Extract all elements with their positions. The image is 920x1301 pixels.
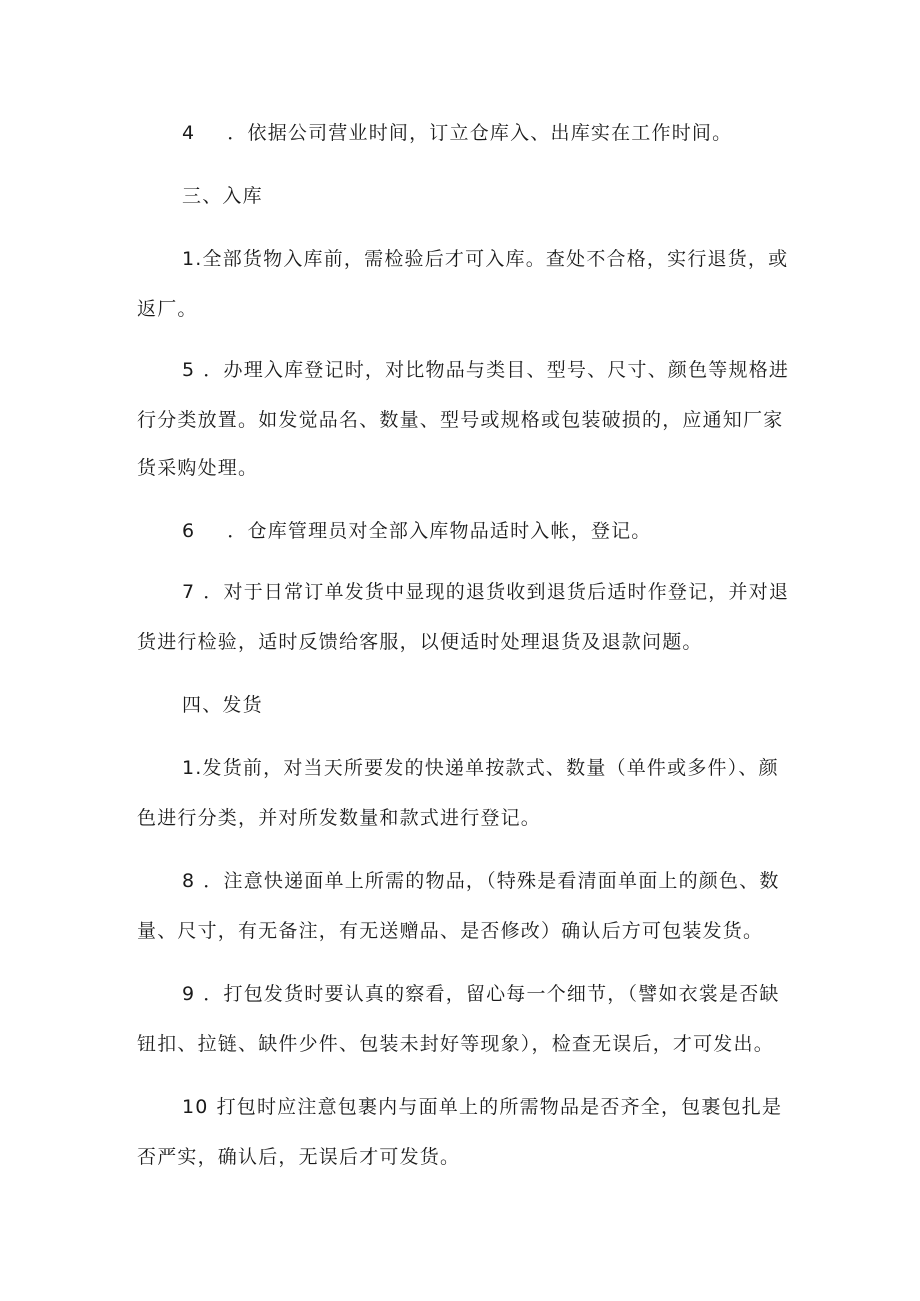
item-number: 7: [182, 581, 196, 603]
item-number: 10: [182, 1096, 209, 1118]
paragraph-continuation: 钮扣、拉链、缺件少件、包装未封好等现象），检查无误后，才可发出。: [137, 1033, 774, 1055]
paragraph-item-5: [182, 344, 842, 396]
paragraph-text: ．办理入库登记时，对比物品与类目、型号、尺寸、颜色等规格进: [203, 359, 790, 381]
paragraph-item-6: [182, 505, 842, 557]
paragraph-item-9: [182, 968, 842, 1020]
paragraph-text: 打包时应注意包裹内与面单上的所需物品是否齐全，包裹包扎是: [216, 1096, 783, 1118]
paragraph-continuation: 货进行检验，适时反馈给客服，以便适时处理退货及退款问题。: [137, 631, 703, 653]
paragraph-text: ．仓库管理员对全部入库物品适时入帐，登记。: [227, 520, 652, 542]
paragraph-item-10: [182, 1081, 842, 1133]
paragraph-item-4: [182, 107, 842, 159]
item-number: 6: [182, 520, 196, 542]
item-number: 1.: [182, 757, 203, 779]
paragraph-continuation: 色进行分类，并对所发数量和款式进行登记。: [137, 807, 542, 829]
item-number: 1.: [182, 248, 203, 270]
paragraph-item-1-shipping: [182, 742, 842, 794]
paragraph-text: ．对于日常订单发货中显现的退货收到退货后适时作登记，并对退: [203, 581, 790, 603]
item-number: 8: [182, 870, 196, 892]
paragraph-text: 全部货物入库前，需检验后才可入库。查处不合格，实行退货，或: [202, 248, 789, 270]
paragraph-continuation: 货采购处理。: [137, 457, 259, 479]
paragraph-text: ．依据公司营业时间，订立仓库入、出库实在工作时间。: [227, 122, 733, 144]
item-number: 9: [182, 983, 196, 1005]
paragraph-continuation: 返厂。: [137, 298, 198, 320]
paragraph-text: ．注意快递面单上所需的物品，（特殊是看清面单面上的颜色、数: [203, 870, 780, 892]
item-number: 4: [182, 122, 196, 144]
section-heading-inbound: 三、入库: [182, 185, 263, 207]
item-number: 5: [182, 359, 196, 381]
paragraph-continuation: 行分类放置。如发觉品名、数量、型号或规格或包装破损的，应通知厂家: [137, 409, 784, 431]
paragraph-item-8: [182, 855, 842, 907]
paragraph-text: 发货前，对当天所要发的快递单按款式、数量（单件或多件）、颜: [202, 757, 779, 779]
section-heading-shipping: 四、发货: [182, 694, 263, 716]
paragraph-item-7: [182, 566, 842, 618]
paragraph-text: ．打包发货时要认真的察看，留心每一个细节，（譬如衣裳是否缺: [203, 983, 780, 1005]
paragraph-item-1-inbound: [182, 233, 842, 285]
paragraph-continuation: 否严实，确认后，无误后才可发货。: [137, 1146, 461, 1168]
paragraph-continuation: 量、尺寸，有无备注，有无送赠品、是否修改）确认后方可包装发货。: [137, 920, 764, 942]
